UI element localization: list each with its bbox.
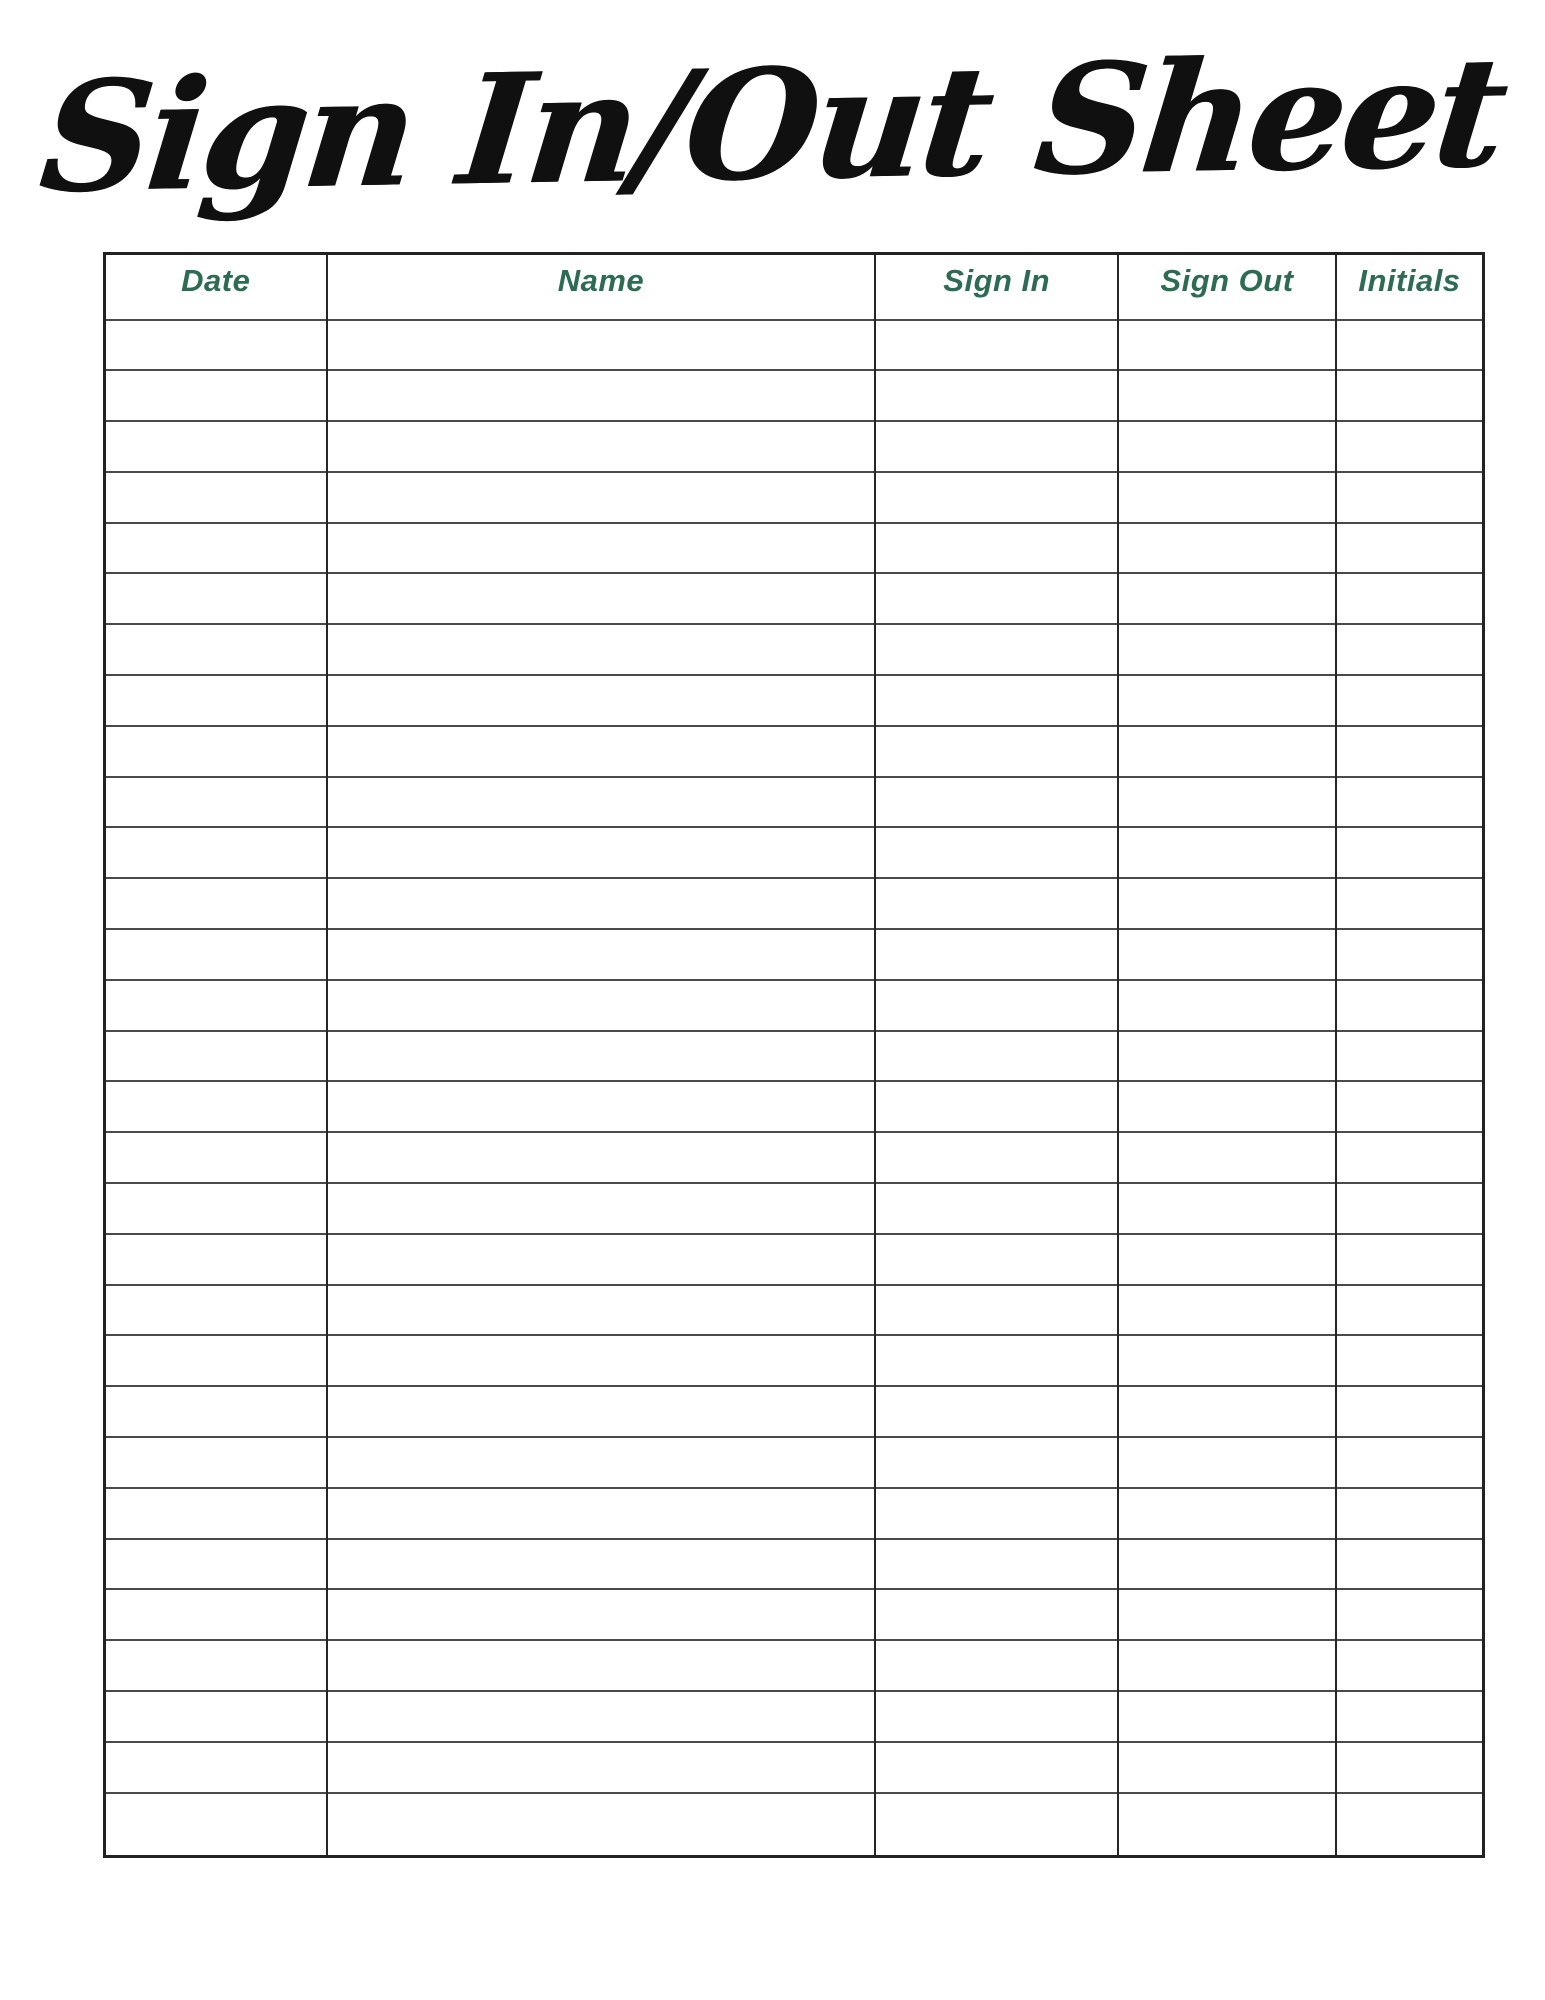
table-cell-initials [1336,1589,1484,1640]
table-cell-initials [1336,421,1484,472]
table-cell-name [327,472,876,523]
table-cell-sign-out [1118,523,1336,574]
table-cell-name [327,370,876,421]
table-cell-sign-in [875,878,1118,929]
table-cell-sign-out [1118,1589,1336,1640]
table-cell-date [105,624,327,675]
table-cell-sign-in [875,1335,1118,1386]
page-title: Sign In/Out Sheet [33,22,1512,227]
table-cell-sign-out [1118,878,1336,929]
table-cell-initials [1336,980,1484,1031]
table-cell-sign-in [875,1285,1118,1336]
table-row [105,1691,1484,1742]
table-cell-sign-in [875,523,1118,574]
table-cell-initials [1336,472,1484,523]
table-cell-sign-out [1118,726,1336,777]
table-cell-initials [1336,1539,1484,1590]
table-cell-initials [1336,1081,1484,1132]
table-row [105,624,1484,675]
table-cell-sign-in [875,929,1118,980]
table-cell-name [327,1386,876,1437]
table-cell-initials [1336,1640,1484,1691]
table-cell-date [105,675,327,726]
table-cell-date [105,777,327,828]
table-cell-date [105,421,327,472]
table-cell-date [105,980,327,1031]
table-body [105,320,1484,1857]
table-cell-date [105,320,327,371]
column-header-initials: Initials [1336,254,1484,320]
table-cell-date [105,726,327,777]
table-cell-sign-out [1118,624,1336,675]
table-cell-name [327,1640,876,1691]
table-cell-sign-out [1118,1031,1336,1082]
table-row [105,1589,1484,1640]
table-cell-sign-out [1118,827,1336,878]
table-cell-initials [1336,573,1484,624]
table-cell-sign-out [1118,1386,1336,1437]
table-cell-date [105,573,327,624]
table-cell-name [327,1132,876,1183]
table-row [105,1132,1484,1183]
table-cell-sign-in [875,726,1118,777]
table-cell-sign-out [1118,1234,1336,1285]
table-cell-initials [1336,320,1484,371]
table-cell-date [105,1691,327,1742]
table-cell-date [105,1589,327,1640]
table-cell-initials [1336,777,1484,828]
table-cell-date [105,929,327,980]
table-cell-sign-in [875,1031,1118,1082]
table-cell-sign-out [1118,1335,1336,1386]
table-cell-initials [1336,1234,1484,1285]
table-header [105,254,1484,320]
table-cell-initials [1336,1742,1484,1793]
column-header-sign-out: Sign Out [1118,254,1336,320]
table-cell-sign-out [1118,1793,1336,1857]
table-cell-initials [1336,1691,1484,1742]
table-cell-name [327,1539,876,1590]
table-row [105,1640,1484,1691]
sign-in-out-table [103,252,1485,1858]
table-cell-date [105,1488,327,1539]
table-cell-name [327,573,876,624]
table-cell-initials [1336,726,1484,777]
column-header-date: Date [105,254,327,320]
table-cell-name [327,675,876,726]
table-row [105,1437,1484,1488]
table-cell-date [105,1539,327,1590]
table-cell-name [327,777,876,828]
table-cell-name [327,1437,876,1488]
table-cell-initials [1336,1488,1484,1539]
table-cell-initials [1336,1386,1484,1437]
table-cell-sign-in [875,1793,1118,1857]
table-cell-initials [1336,523,1484,574]
table-cell-name [327,1285,876,1336]
table-cell-sign-in [875,777,1118,828]
table-row [105,980,1484,1031]
table-row [105,929,1484,980]
table-cell-sign-out [1118,421,1336,472]
table-row [105,1081,1484,1132]
table-cell-date [105,1234,327,1285]
table-cell-sign-in [875,1132,1118,1183]
table-row [105,1386,1484,1437]
table-cell-name [327,1031,876,1082]
table-cell-sign-in [875,1437,1118,1488]
table-cell-name [327,523,876,574]
table-cell-sign-out [1118,1081,1336,1132]
table-cell-sign-in [875,1691,1118,1742]
table-row [105,1539,1484,1590]
table-row [105,726,1484,777]
column-header-sign-in: Sign In [875,254,1118,320]
table-row [105,777,1484,828]
table-cell-sign-out [1118,1437,1336,1488]
table-cell-name [327,1234,876,1285]
table-row [105,320,1484,371]
table-row [105,1335,1484,1386]
table-cell-name [327,1488,876,1539]
table-cell-date [105,878,327,929]
table-row [105,421,1484,472]
table-cell-initials [1336,1031,1484,1082]
table-cell-sign-out [1118,370,1336,421]
table-cell-name [327,1081,876,1132]
table-cell-sign-in [875,1081,1118,1132]
table-cell-initials [1336,929,1484,980]
table-cell-initials [1336,675,1484,726]
table-cell-date [105,1386,327,1437]
table-cell-name [327,320,876,371]
table-cell-initials [1336,1437,1484,1488]
table-cell-name [327,421,876,472]
table-cell-initials [1336,1132,1484,1183]
table-cell-sign-in [875,1234,1118,1285]
column-header-name: Name [327,254,876,320]
table-cell-sign-out [1118,675,1336,726]
table-cell-initials [1336,370,1484,421]
table-cell-initials [1336,1793,1484,1857]
table-cell-sign-out [1118,929,1336,980]
table-cell-sign-in [875,1640,1118,1691]
table-row [105,1488,1484,1539]
table-cell-sign-in [875,573,1118,624]
table-cell-name [327,827,876,878]
table-cell-name [327,624,876,675]
table-cell-initials [1336,1183,1484,1234]
table-cell-name [327,1589,876,1640]
table-row [105,1234,1484,1285]
table-cell-initials [1336,1285,1484,1336]
table-row [105,1742,1484,1793]
title-block [0,10,1545,240]
table-cell-sign-out [1118,1132,1336,1183]
table-cell-sign-out [1118,1742,1336,1793]
table-cell-name [327,929,876,980]
table-cell-date [105,1437,327,1488]
table-cell-name [327,1335,876,1386]
table-row [105,1031,1484,1082]
table-cell-date [105,1285,327,1336]
table-cell-sign-in [875,421,1118,472]
table-cell-sign-in [875,1589,1118,1640]
header-row [105,254,1484,320]
table-cell-sign-out [1118,1640,1336,1691]
table-cell-sign-out [1118,1488,1336,1539]
table-cell-date [105,1081,327,1132]
table-cell-sign-out [1118,980,1336,1031]
table-cell-sign-in [875,675,1118,726]
table-cell-sign-in [875,320,1118,371]
table-cell-sign-in [875,1488,1118,1539]
table-cell-sign-in [875,1183,1118,1234]
table-cell-sign-in [875,1386,1118,1437]
table-cell-date [105,523,327,574]
table-row [105,370,1484,421]
table-cell-date [105,1793,327,1857]
table-row [105,675,1484,726]
table-row [105,878,1484,929]
table-cell-sign-out [1118,1285,1336,1336]
table-cell-initials [1336,624,1484,675]
table-cell-sign-in [875,1742,1118,1793]
table-row [105,573,1484,624]
table-cell-sign-out [1118,472,1336,523]
table-cell-sign-in [875,980,1118,1031]
table-cell-date [105,827,327,878]
table-row [105,523,1484,574]
table-cell-sign-in [875,370,1118,421]
table-cell-sign-out [1118,320,1336,371]
table-cell-name [327,1691,876,1742]
table-cell-date [105,1640,327,1691]
table-row [105,472,1484,523]
table-cell-date [105,1742,327,1793]
table-cell-initials [1336,878,1484,929]
table-cell-initials [1336,1335,1484,1386]
table-cell-name [327,1793,876,1857]
table-cell-sign-out [1118,1183,1336,1234]
table-cell-sign-in [875,1539,1118,1590]
table-row [105,1285,1484,1336]
table-cell-name [327,980,876,1031]
table-cell-date [105,1132,327,1183]
table-cell-sign-out [1118,777,1336,828]
table-cell-name [327,878,876,929]
table-cell-sign-in [875,624,1118,675]
table-row [105,1793,1484,1857]
table-cell-sign-in [875,827,1118,878]
table-cell-sign-in [875,472,1118,523]
table-cell-sign-out [1118,1691,1336,1742]
table-cell-sign-out [1118,573,1336,624]
table-cell-date [105,1183,327,1234]
table-row [105,1183,1484,1234]
table-cell-date [105,370,327,421]
table-cell-sign-out [1118,1539,1336,1590]
table-cell-name [327,726,876,777]
table-row [105,827,1484,878]
table-cell-date [105,472,327,523]
table-cell-initials [1336,827,1484,878]
table-cell-name [327,1742,876,1793]
table-cell-date [105,1335,327,1386]
table-cell-name [327,1183,876,1234]
table-cell-date [105,1031,327,1082]
